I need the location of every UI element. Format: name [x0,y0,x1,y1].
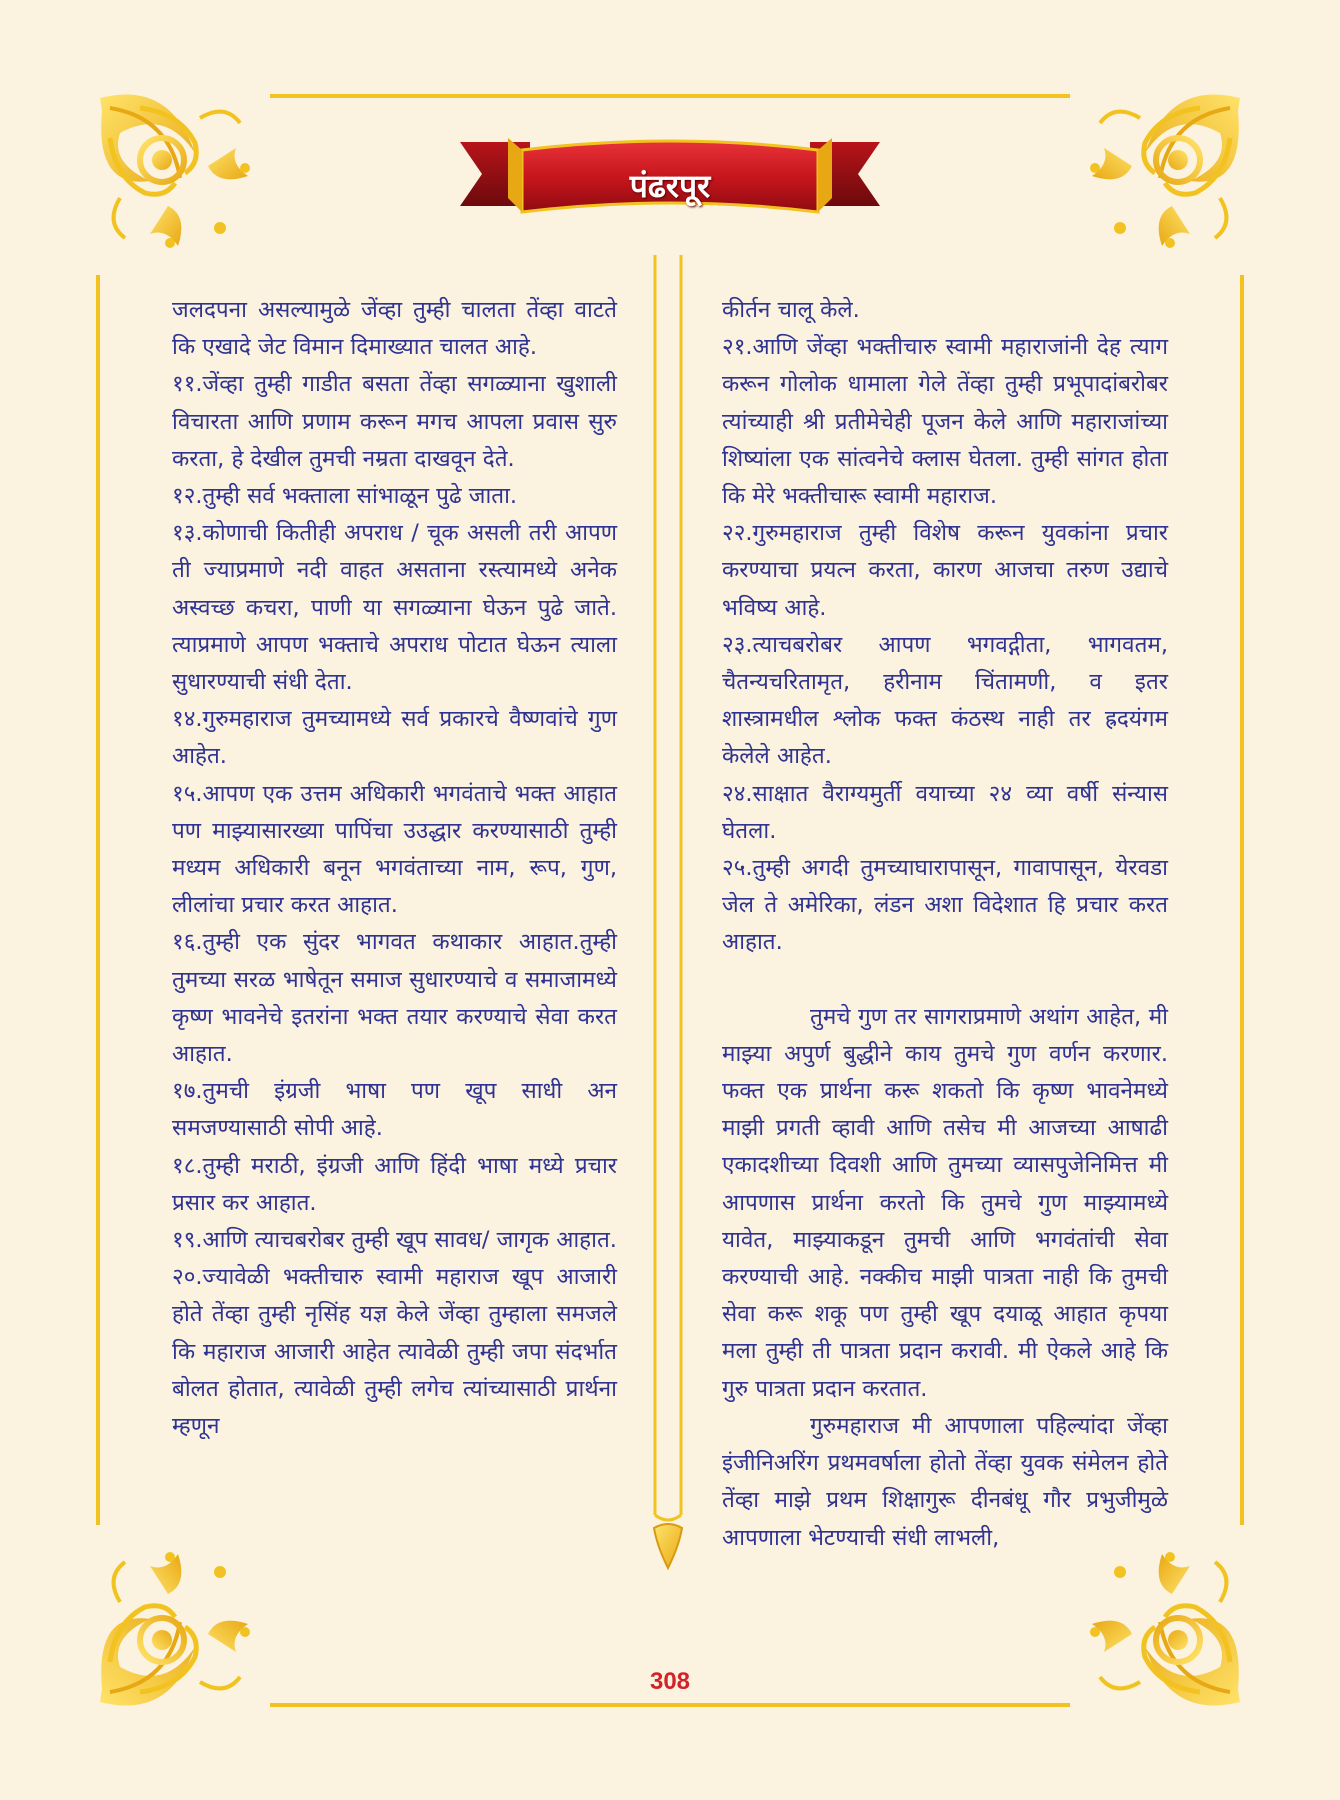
paragraph: ११.जेंव्हा तुम्ही गाडीत बसता तेंव्हा सगळ्याना खुशाली विचारता आणि प्रणाम करून मगच आपला प्रवास सुरु करता, हे देखील तुमची नम्रता दाखवून देते. [172,371,617,472]
paragraph: कीर्तन चालू केले. [722,297,860,323]
paragraph: १९.आणि त्याचबरोबर तुम्ही खूप सावध/ जागृक आहात. [172,1227,617,1254]
paragraph: तुमचे गुण तर सागराप्रमाणे अथांग आहेत, मी माझ्या अपुर्ण बुद्धीने काय तुमचे गुण वर्णन करणार. फक्त एक प्रार्थना करू शकतो कि कृष्ण भावनेमध्ये माझी प्रगती व्हावी आणि तसेच मी आजच्या आषाढी एकादशीच्या दिवशी आणि तुमच्या व्यासपुजेनिमित्त मी आपणास प्रार्थना करतो कि तुमचे गुण माझ्यामध्ये यावेत, माझ्याकडून तुमची आणि भगवंतांची सेवा करण्याची आहे. नक्कीच माझी पात्रता नाही कि तुमची सेवा करू शकू पण तुम्ही खूप दयाळू आहात कृपया मला तुम्ही ती पात्रता प्रदान करावी. मी ऐकले आहे कि गुरु पात्रता प्रदान करतात. [722,1003,1168,1402]
column-divider [654,255,682,1568]
paragraph: २१.आणि जेंव्हा भक्तीचारु स्वामी महाराजांनी देह त्याग करून गोलोक धामाला गेले तेंव्हा तुम्ही प्रभूपादांबरोबर त्यांच्याही श्री प्रतीमेचेही पूजन केले आणि महाराजांच्या शिष्यांला एक सांत्वनेचे क्लास घेतला. तुम्ही सांगत होता कि मेरे भक्तीचारू स्वामी महाराज. [722,334,1168,510]
paragraph: १४.गुरुमहाराज तुमच्यामध्ये सर्व प्रकारचे वैष्णवांचे गुण आहेत. [172,706,617,770]
right-text-column [722,292,1168,1557]
paragraph: २२.गुरुमहाराज तुम्ही विशेष करून युवकांना प्रचार करण्याचा प्रयत्न करता, कारण आजचा तरुण उद्याचे भविष्य आहे. [722,520,1168,621]
paragraph: १३.कोणाची कितीही अपराध / चूक असली तरी आपण ती ज्याप्रमाणे नदी वाहत असताना रस्त्यामध्ये अनेक अस्वच्छ कचरा, पाणी या सगळ्याना घेऊन पुढे जाते. त्याप्रमाणे आपण भक्ताचे अपराध पोटात घेऊन त्याला सुधारण्याची संधी देता. [172,520,617,696]
page-number: 308 [649,1668,691,1695]
paragraph: २३.त्याचबरोबर आपण भगवद्गीता, भागवतम, चैतन्यचरितामृत, हरीनाम चिंतामणी, व इतर शास्त्रामधील श्लोक फक्त कंठस्थ नाही तर ह्रदयंगम केलेले आहेत. [722,631,1168,770]
paragraph: गुरुमहाराज मी आपणाला पहिल्यांदा जेंव्हा इंजीनिअरिंग प्रथमवर्षाला होतो तेंव्हा युवक संमेलन होते तेंव्हा माझे प्रथम शिक्षागुरू दीनबंधू गौर प्रभुजीमुळे आपणाला भेटण्याची संधी लाभली, [722,1412,1168,1551]
paragraph: १६.तुम्ही एक सुंदर भागवत कथाकार आहात.तुम्ही तुमच्या सरळ भाषेतून समाज सुधारण्याचे व समाजामध्ये कृष्ण भावनेचे इतरांना भक्त तयार करण्याचे सेवा करत आहात. [172,929,617,1068]
left-text-column [172,292,617,1445]
paragraph: १५.आपण एक उत्तम अधिकारी भगवंताचे भक्त आहात पण माझ्यासारख्या पापिंचा उउद्धार करण्यासाठी तुम्ही मध्यम अधिकारी बनून भगवंताच्या नाम, रूप, गुण, लीलांचा प्रचार करत आहात. [172,780,617,919]
paragraph: १७.तुमची इंग्रजी भाषा पण खूप साधी अन समजण्यासाठी सोपी आहे. [172,1078,617,1142]
page-title: पंढरपूर [629,167,711,205]
corner-ornament-top-right [1090,94,1240,248]
paragraph: २४.साक्षात वैराग्यमुर्ती वयाच्या २४ व्या वर्षी संन्यास घेतला. [722,780,1168,844]
paragraph: जलदपना असल्यामुळे जेंव्हा तुम्ही चालता तेंव्हा वाटते कि एखादे जेट विमान दिमाख्यात चालत आहे. [172,297,617,361]
paragraph: १२.तुम्ही सर्व भक्ताला सांभाळून पुढे जाता. [172,483,518,510]
corner-ornament-top-left [100,94,250,248]
paragraph: २०.ज्यावेळी भक्तीचारु स्वामी महाराज खूप आजारी होते तेंव्हा तुम्ही नृसिंह यज्ञ केले जेंव्हा तुम्हाला समजले कि महाराज आजारी आहेत त्यावेळी तुम्ही जपा संदर्भात बोलत होतात, त्यावेळी तुम्ही लगेच त्यांच्यासाठी प्रार्थना म्हणून [172,1264,617,1440]
paragraph: २५.तुम्ही अगदी तुमच्याघारापासून, गावापासून, येरवडा जेल ते अमेरिका, लंडन अशा विदेशात हि प्रचार करत आहात. [722,855,1168,956]
paragraph: १८.तुम्ही मराठी, इंग्रजी आणि हिंदी भाषा मध्ये प्रचार प्रसार कर आहात. [172,1152,617,1216]
